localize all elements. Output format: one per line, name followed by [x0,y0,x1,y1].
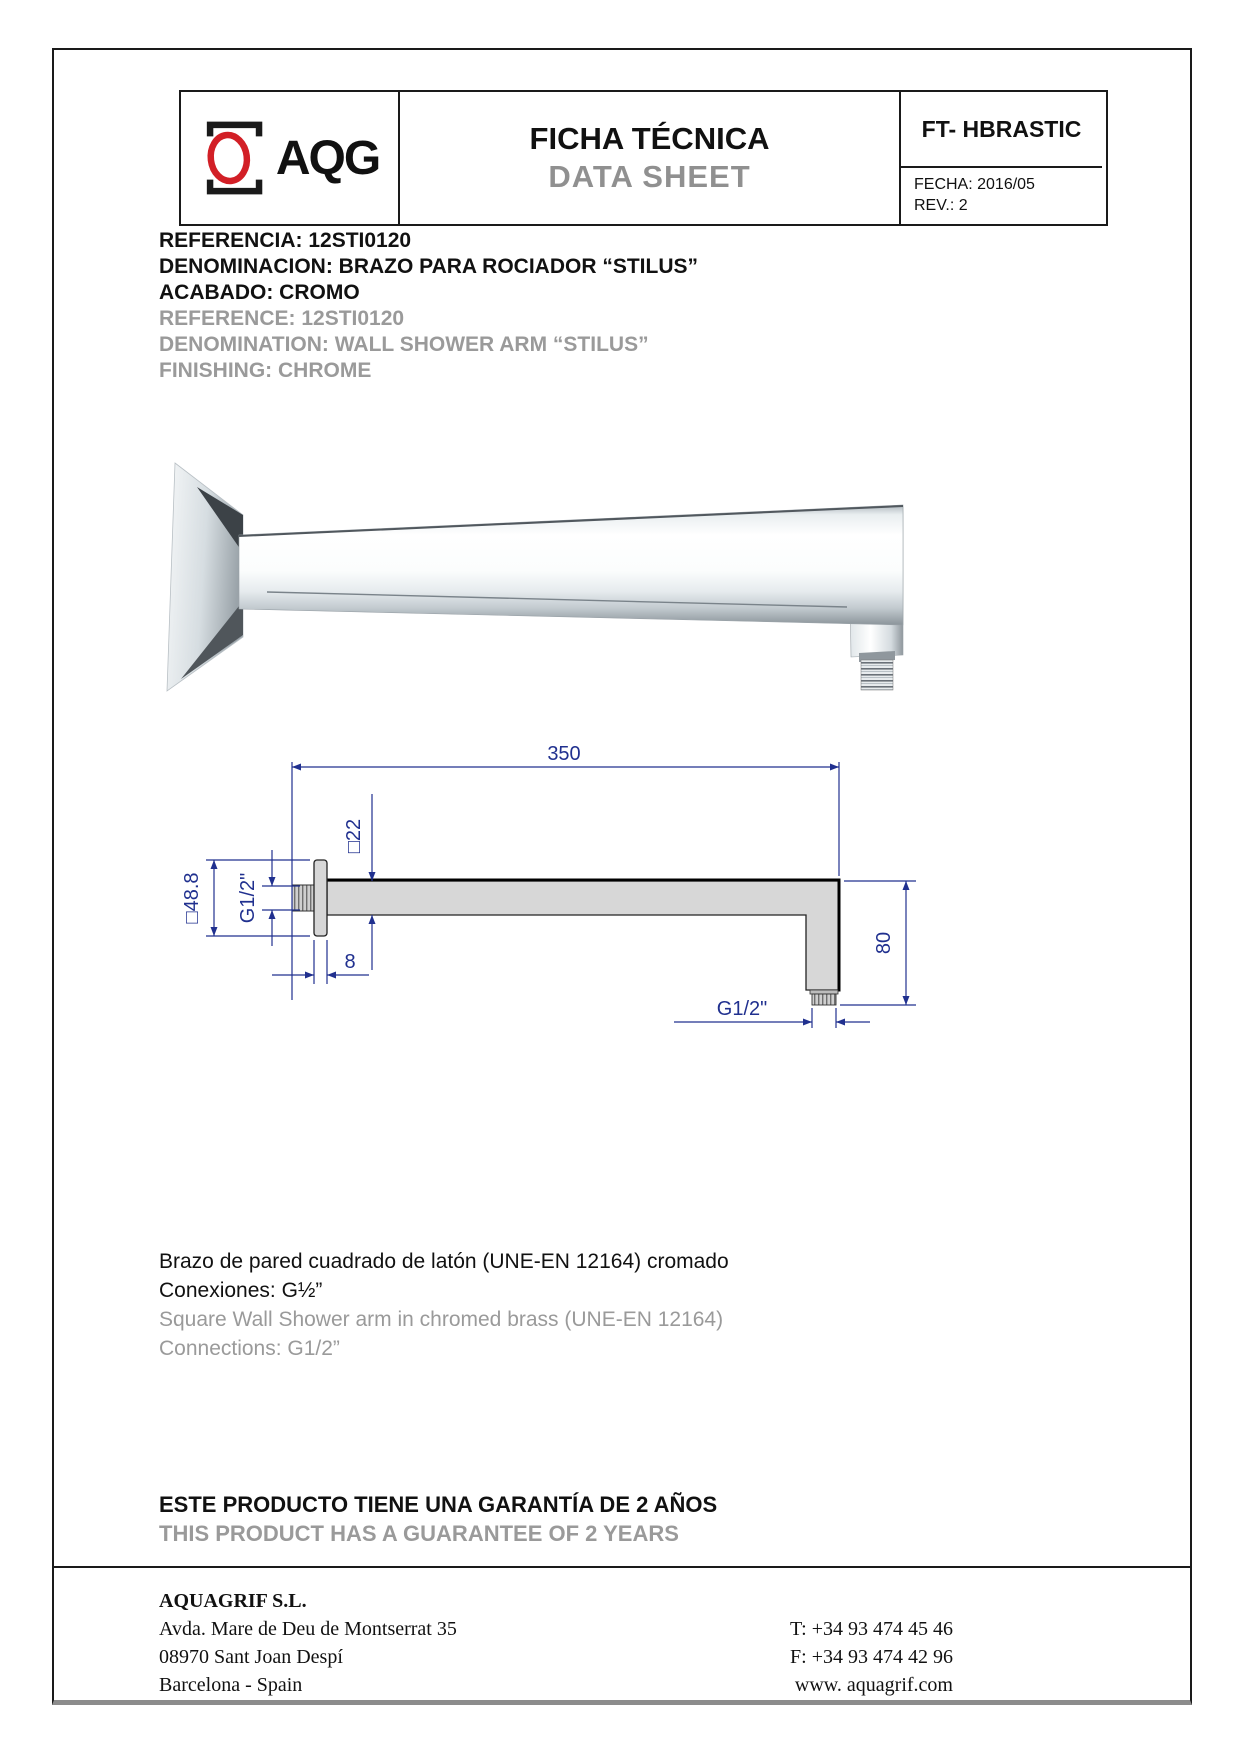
logo-cell [181,92,400,224]
doc-meta [901,168,1102,224]
wall-thread-shape [292,885,314,911]
arm-body-shape [327,881,839,990]
shower-arm-photo [147,457,947,697]
doc-title-es: FICHA TÉCNICA [529,121,770,156]
outlet-thread-shape [812,994,836,1005]
dimension-drawing [154,732,974,1067]
dim-flange-48-label: □48.8 [181,872,203,924]
doc-revision: REV.: 2 [914,197,968,214]
dim-350-label: 350 [547,743,581,765]
product-reference-block [159,228,698,384]
company-phone: T: +34 93 474 45 46 [789,1618,953,1640]
company-address-1: Avda. Mare de Deu de Montserrat 35 [159,1618,457,1640]
description-es-2: Conexiones: G½” [159,1279,323,1302]
logo-wordmark: AQG [275,131,380,185]
dim-wall-thread-label: G1/2" [237,872,259,924]
aqg-logo-icon [200,110,272,206]
title-cell [400,92,901,224]
denominacion-line: DENOMINACION: BRAZO PARA ROCIADOR “STILUS” [159,255,698,278]
warranty-es: ESTE PRODUCTO TIENE UNA GARANTÍA DE 2 AÑOS [159,1492,718,1517]
company-address-3: Barcelona - Spain [159,1674,303,1696]
company-fax: F: +34 93 474 42 96 [790,1646,953,1668]
referencia-line: REFERENCIA: 12STI0120 [159,229,412,252]
description-es-1: Brazo de pared cuadrado de latón (UNE-EN 12164) cromado [159,1250,729,1273]
product-photo [147,457,947,702]
doc-date: FECHA: 2016/05 [914,176,1035,193]
company-name: AQUAGRIF S.L. [159,1590,307,1612]
datasheet-page [52,48,1192,1705]
acabado-line: ACABADO: CROMO [159,281,360,304]
warranty-block [159,1490,717,1548]
doc-code: FT- HBRASTIC [901,92,1102,168]
technical-drawing [154,732,974,1072]
doc-title-en: DATA SHEET [548,159,751,194]
footer-company-block [159,1587,457,1699]
header-table [179,90,1108,226]
denomination-line: DENOMINATION: WALL SHOWER ARM “STILUS” [159,333,649,356]
company-address-2: 08970 Sant Joan Despí [159,1646,343,1668]
footer-divider [54,1566,1190,1568]
description-en-1: Square Wall Shower arm in chromed brass (UNE-EN 12164) [159,1308,724,1331]
reference-line: REFERENCE: 12STI0120 [159,307,405,330]
dim-outlet-thread-label: G1/2" [716,998,768,1020]
company-website: www. aquagrif.com [794,1674,953,1696]
flange-shape [314,860,327,936]
dim-tube-22-label: □22 [343,818,365,854]
code-cell [901,92,1102,224]
footer-contact-block [790,1615,953,1699]
dim-8-label: 8 [344,951,356,973]
description-en-2: Connections: G1/2” [159,1337,340,1360]
product-description [159,1247,729,1363]
finishing-line: FINISHING: CHROME [159,359,372,382]
warranty-en: THIS PRODUCT HAS A GUARANTEE OF 2 YEARS [159,1521,679,1546]
dim-80-label: 80 [873,931,895,955]
